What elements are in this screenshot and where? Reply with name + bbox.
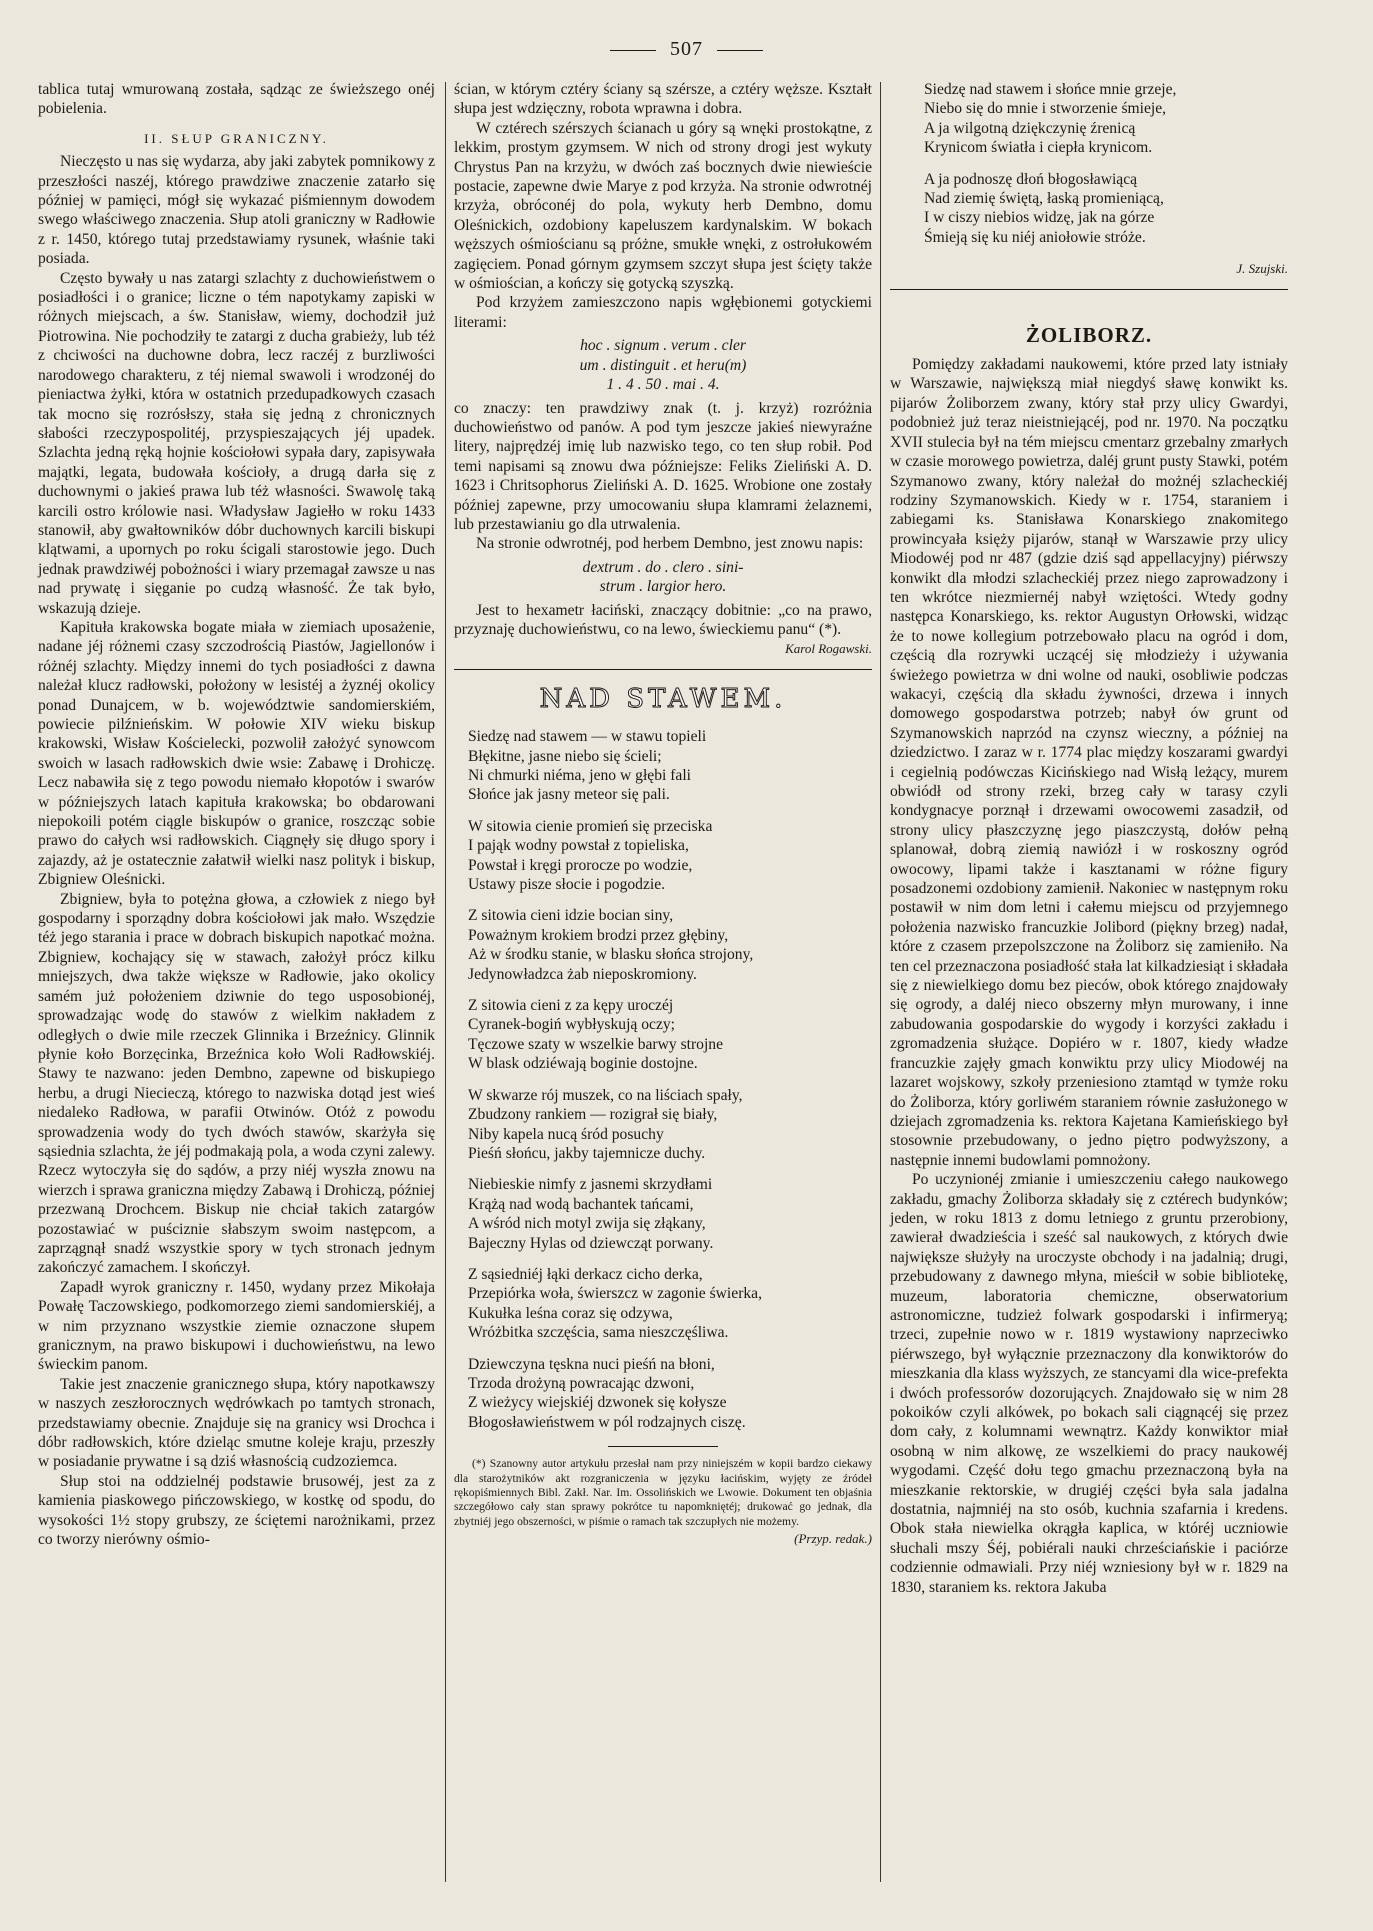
author-signature: Karol Rogawski. <box>785 641 872 657</box>
verse-line: W skwarze rój muszek, co na liściach spały, <box>468 1086 743 1104</box>
verse-line: Trzoda drożyną powracając dzwoni, <box>468 1374 695 1392</box>
column-divider-1 <box>445 82 446 1882</box>
paragraph: Pod krzyżem zamieszczono napis wgłębionemi gotyckiemi literami: <box>454 294 872 331</box>
inscription-2 <box>454 558 872 597</box>
paragraph: Na stronie odwrotnéj, pod herbem Dembno, jest znowu napis: <box>476 535 864 553</box>
stanza <box>454 1265 872 1343</box>
poem-title: NAD STAWEM. <box>539 683 787 714</box>
section-rule <box>454 669 872 670</box>
verse-line: Jedynowładzca żab nieposkromiony. <box>468 965 697 983</box>
poem-signature: J. Szujski. <box>1236 261 1288 277</box>
stanza <box>454 996 872 1074</box>
verse-line: Krynicom światła i ciepła krynicom. <box>924 139 1153 157</box>
verse-line: W blask odziéwają boginie dostojne. <box>468 1055 698 1073</box>
page-number <box>0 38 1373 61</box>
column-3 <box>890 80 1288 1597</box>
verse-line: Ustawy pisze słocie i pogodzie. <box>468 876 666 894</box>
verse-line: Z sitowia cieni z za kępy uroczéj <box>468 997 674 1015</box>
column-2 <box>454 80 872 1549</box>
paragraph: Zapadł wyrok graniczny r. 1450, wydany przez Mikołaja Powałę Taczowskiego, podkomorzego ziemi sandomierskiéj, a w nim przyznano wszystkie ziemie oznaczone słupem granicznym, na prawo biskupowi i duchowieństwu, na lewo świeckim panom. <box>38 1278 435 1374</box>
verse-line: Tęczowe szaty w wszelkie barwy strojne <box>468 1035 724 1053</box>
verse-line: I w ciszy niebios widzę, jak na górze <box>924 209 1155 227</box>
verse-line: A ja podnoszę dłoń błogosławiącą <box>924 170 1138 188</box>
stanza <box>454 1355 872 1433</box>
paragraph: W cztérech szérszych ścianach u góry są wnęki prostokątne, z lekkim, prostym gzymsem. W nich od strony drogi jest wykuty Chrystus Pan na krzyżu, w dwóch zaś bocznych dwie niewieście postacie, zapewne dwie Marye z pod krzyża. Na stronie odwrotnéj krzyża, obróconéj do pola, wykuty herb Dembno, domu Oleśnickich, ozdobiony kapeluszem kardynalskim. W bokach węższych ośmiościanu są próżne, smukłe wnęki, z ostrołukowém zagięciem. Ponad górnym gzymsem szczyt słupa jest ścięty także w ośmiościan, a kończy się gotycką szyszką. <box>454 119 872 293</box>
stanza <box>910 170 1288 248</box>
verse-line: A wśród nich motyl zwija się złąkany, <box>468 1215 706 1233</box>
verse-line: Krążą nad wodą bachantek tańcami, <box>468 1195 694 1213</box>
page-number-rule-right <box>717 50 763 51</box>
inscription-line: hoc . signum . verum . cler <box>580 337 746 355</box>
page-number-rule-left <box>610 50 656 51</box>
paragraph: ścian, w którym cztéry ściany są szérsze, a cztéry węższe. Kształt słupa jest wdzięczny, robota wprawna i dobra. <box>454 81 872 118</box>
inscription-1 <box>454 336 872 394</box>
inscription-line: dextrum . do . clero . sini- <box>582 558 744 576</box>
stanza <box>454 906 872 984</box>
verse-line: W sitowia cienie promień się przeciska <box>468 817 713 835</box>
paragraph: Zbigniew, była to potężna głowa, a człowiek z niego był gospodarny i sporządny dobra kościołowi jak mało. Wszędzie téż jego starania i prace w dobrach biskupich napotkać można. Zbigniew, kochający się w stawach, założył prócz kilku mniejszych, dwa także większe w Radłowie, jako okolicy samém już położeniem dziwnie do tego usposobionéj, sprowadzając wodę do stawów z wielkim nakładem z odległych o dwie mile rzeczek Glinnika i Brzeźnicy. Glinnik płynie koło Borzęcinka, Brzeźnica koło Woli Radłowskiéj. Stawy te nazwano: jeden Dembno, zapewne od biskupiego herbu, a drugi Niecieczą, którego to nazwiska dotąd jest wieś niedaleko Radłowa, w parafii Otwinów. Otóż z powodu sprowadzenia wody do tych dwóch stawów, skarżyła się sąsiednia szlachta, że jéj podmakają pola, a woda czyni zalewy. Rzecz wytoczyła się do sądów, a przy niéj wyszła znowu na wierzch i sprawa graniczna między Zabawą i Drohiczą, później przezwaną Drochcem. Biskup nie chciał takich zatargów pozostawiać w puściznie słabszym swoim następcom, a zaprzągnął snadź wszystkie spory w tych stronach jednym zakończyć zamachem. I skończył. <box>38 890 435 1277</box>
verse-line: Z sąsiedniéj łąki derkacz cicho derka, <box>468 1265 703 1283</box>
verse-line: Bajeczny Hylas od dziewcząt porwany. <box>468 1234 714 1252</box>
paragraph: Takie jest znaczenie granicznego słupa, który napotkawszy w naszych zeszłorocznych wędrówkach po tamtych stronach, przedstawiamy obecnie. Znajduje się na granicy wsi Drochca i dóbr radłowskich, które dzieląc smutne koleje kraju, przeszły w posiadanie prywatne i są dziś własnością cudzoziemca. <box>38 1375 435 1471</box>
verse-line: Śmieją się ku niéj aniołowie stróże. <box>924 228 1146 246</box>
stanza <box>454 1086 872 1164</box>
stanza <box>454 727 872 805</box>
verse-line: Kukułka leśna coraz się odzywa, <box>468 1304 673 1322</box>
verse-line: Błękitne, jasne niebo się ścieli; <box>468 747 662 765</box>
poem-stanzas <box>454 727 872 1432</box>
verse-line: Cyranek-bogiń wybłyskują oczy; <box>468 1016 676 1034</box>
stanza <box>454 817 872 895</box>
verse-line: Dziewczyna tęskna nuci pieśń na błoni, <box>468 1355 715 1373</box>
verse-line: Poważnym krokiem brodzi przez głębiny, <box>468 926 729 944</box>
verse-line: Z sitowia cieni idzie bocian siny, <box>468 907 674 925</box>
column-divider-2 <box>880 82 881 1882</box>
verse-line: Słońce jak jasny meteor się pali. <box>468 786 670 804</box>
verse-line: Niby kapela nucą śród posuchy <box>468 1125 664 1143</box>
verse-line: Wróżbitka szczęścia, sama nieszczęśliwa. <box>468 1324 729 1342</box>
section-rule <box>890 289 1288 290</box>
verse-line: Przepiórka woła, świerszcz w zagonie świerka, <box>468 1285 762 1303</box>
section-title-slup: II. SŁUP GRANICZNY. <box>144 130 329 146</box>
inscription-line: strum . largior hero. <box>599 578 727 596</box>
verse-line: Aż w środku stanie, w blasku słońca strojony, <box>468 946 754 964</box>
poem-continuation <box>890 80 1288 247</box>
verse-line: I pająk wodny powstał z topieliska, <box>468 837 689 855</box>
paragraph: Słup stoi na oddzielnéj podstawie brusowéj, jest za z kamienia piaskowego pińczowskiego, w kostkę od spodu, do wysokości 1½ stopy grubszy, ze ściętemi narożnikami, przez co tworzy nierówny ośmio- <box>38 1472 435 1549</box>
verse-line: Niebo się do mnie i stworzenie śmieje, <box>924 100 1167 118</box>
paragraph: co znaczy: ten prawdziwy znak (t. j. krzyż) rozróżnia duchowieństwo od panów. A pod tym jeszcze jakieś niewyraźne litery, najprędzéj imię lub nazwisko tego, co ten słup robił. Pod temi napisami są znowu dwa późniejsze: Feliks Zieliński A. D. 1623 i Chritsophorus Zieliński A. D. 1625. Wrobione one zostały później zapewne, przy umocowaniu słupa klamrami żelaznemi, lub przestawianiu go dla utrwalenia. <box>454 399 872 533</box>
verse-line: Siedzę nad stawem i słońce mnie grzeje, <box>924 81 1177 98</box>
stanza <box>910 80 1288 158</box>
paragraph: Jest to hexametr łaciński, znaczący dobitnie: „co na prawo, przyznaję duchowieństwu, co na lewo, świeckiemu panu“ (*). <box>454 601 872 638</box>
verse-line: Niebieskie nimfy z jasnemi skrzydłami <box>468 1176 713 1194</box>
column-1 <box>38 80 435 1549</box>
verse-line: Siedzę nad stawem — w stawu topieli <box>468 728 707 746</box>
stanza <box>454 1175 872 1253</box>
paragraph: Po uczynionéj zmianie i umieszczeniu całego naukowego zakładu, gmachy Żoliborza składały się z cztérech budynków; jeden, w roku 1813 z domu letniego z gruntu przerobiony, zawierał dwadzieścia i sześć sal naukowych, z których dwie największe służyły na uroczyste obchody i na jadalnią; drugi, przebudowany z dawnego młyna, mieścił w sobie bibliotekę, muzeum, laboratoria chemiczne, obserwatorium astronomiczne, tudzież folwark gospodarski i infirmeryą; trzeci, zupełnie nowo w r. 1819 wystawiony naprzeciwko piérwszego, był wyłącznie przeznaczony dla konwiktorów do mieszkania dla klass wyższych, ze stancyami dla wice-prefekta i dwóch professorów dozorujących. Znajdowało się w nim 28 pokoików czyli alkówek, po bokach sali ciągnącéj się przez dom cały, z kolumnami wewnątrz. Każdy konwiktor miał osobną w nim alkowę, ze wszelkiemi do pracy naukowéj wygodami. Część dołu tego gmachu przeznaczoną była na mieszkanie rektorskie, w drugiéj części była sala jadalna dostatnia, najmniéj na sto osób, kuchnia szafarnia i kredens. Obok stała niewielka okrągła kaplica, w któréj uczniowie słuchali mszy Śéj, pobiérali nauki chrześciańskie i paciórze codziennie odmawiali. Przy niéj wzniesiony był w r. 1829 na 1830, staraniem ks. rektora Jakuba <box>890 1171 1288 1596</box>
verse-line: Ni chmurki niéma, jeno w głębi fali <box>468 767 692 784</box>
inscription-line: 1 . 4 . 50 . mai . 4. <box>606 376 720 394</box>
verse-line: Zbudzony rankiem — rozigrał się biały, <box>468 1106 718 1124</box>
paragraph: Kapituła krakowska bogate miała w ziemiach uposażenie, nadane jéj różnemi czasy szczodrością Piastów, Jagiellonów i różnéj szlachty. Między innemi do tych posiadłości z dawna należał klucz radłowski, położony w lesistéj a żyznéj okolicy ponad Dunajcem, w b. województwie sandomierskiém, powiecie pilźnieńskim. W połowie XIV wieku biskup krakowski, Wisław Kościelecki, pozwolił założyć synowcom swoich w lasach radłowskich dwie wsie: Zabawę i Drohiczę. Lecz nabawiła się z tego powodu niemało kłopotów i swarów w późniejszych latach kapituła krakowska; bo obdarowani niepokoili potém ciągle biskupów o granice, roszcząc sobie prawo do całych wsi radłowskich. Ciągnęły się długo spory i zajazdy, aż je ostatecznie załatwił wielki nasz polityk i biskup, Zbigniew Oleśnicki. <box>38 618 435 889</box>
verse-line: Błogosławieństwem w pól rodzajnych ciszę. <box>468 1413 746 1431</box>
article-title: ŻOLIBORZ. <box>1025 322 1153 347</box>
verse-line: Pieśń słońcu, jakby tajemnicze duchy. <box>468 1144 706 1162</box>
inscription-line: um . distinguit . et heru(m) <box>579 356 747 374</box>
page-number-text: 507 <box>670 38 703 60</box>
paragraph: Nieczęsto u nas się wydarza, aby jaki zabytek pomnikowy z przeszłości naszéj, którego prawdziwe znaczenie zatarło się później w pamięci, mógł się wykazać piśmiennym dowodem swego właściwego znaczenia. Słup atoli graniczny w Radłowie z r. 1450, którego tutaj przedstawiamy rysunek, właśnie taki posiada. <box>38 153 435 268</box>
footnote-rule <box>608 1446 718 1447</box>
paragraph: Pomiędzy zakładami naukowemi, które przed laty istniały w Warszawie, największą miał niegdyś sławę konwikt ks. pijarów Żoliborzem zwany, który stał przy ulicy Gwardyi, podobnież już teraz nieistniejącéj, pod nr. 1970. Na początku XVII stulecia był na tém miejscu cmentarz grzebalny zmarłych w czasie morowego powietrza, daléj grunt pusty Stawki, potém Szymanowo zwany, który należał do możnéj szlacheckiéj rodziny Szymanowskich. Kiedy w r. 1754, staraniem i zabiegami ks. Stanisława Konarskiego znakomitego prowincyała księży pijarów, stanął w Warszawie przy ulicy Miodowéj pod nr 487 (gdzie dziś sąd appellacyjny) piérwszy konwikt dla młodzi szlacheckiéj przez niego zaprowadzony i ten wkrótce niezmiernéj nabył wziętości. Wtedy godny następca Konarskiego, ks. rektor Augustyn Orłowski, widząc że to nowe kollegium potrzebowało placu na ogród i dom, częścią dla rozrywki uczącéj się młodzieży i używania świeżego powietrza w dni wolne od nauki, osobliwie podczas wakacyi, częścią dla składu żywności, drzewa i innych domowego gospodarstwa potrzeb; nabył ów grunt od Szymanowskich naprzód na czynsz wieczny, a później na dziedzictwo. I zaraz w r. 1774 plac między koszarami gwardyi i cegielnią podówczas Kicińskiego nad Wisłą leżący, murem obwiódł od strony rzeki, brzeg cały w tarasy czyli kondygnacye porznął i drzewami owocowemi zasadził, od strony ulicy płaszczyznę jego piaszczystą, dołów pełną splanował, dobrą ziemią nawiózł i w roskoszny ogród owocowy, lipami także i kasztanami w różne figury posadzonemi ozdobiony zamienił. Nakoniec w następnym roku postawił w nim dom letni i całemu miejscu od przyjemnego położenia nazwisko francuzkie Jolibord (piękny brzeg) nadał, które z czasem przepolszczone na Żoliborz się zamieniło. Na ten cel przeznaczona posiadłość stała lat kilkadziesiąt i składała się z niewielkiego domu bez pieców, obok którego znajdowały się ogrody, a daléj nieco obszerny młyn murowany, i inne zabudowania gospodarskie do wygody i korzyści zakładu i zgromadzenia służące. Dopiéro w r. 1807, kiedy władze francuzkie zajęły gmach konwiktu przy ulicy Miodowéj na lazaret wojskowy, szkoły przeniesiono ztamtąd w tymże roku do Żoliborza, który gorliwém staraniem równie zasłużonego w dziejach zgromadzenia ks. rektora Kajetana Kamieńskiego był stosownie przebudowany, o jedno piętro podwyższony, a następnie innemi budowlami pomnożony. <box>890 356 1288 1169</box>
verse-line: Z wieżycy wiejskiéj dzwonek się kołysze <box>468 1394 727 1412</box>
paragraph: Często bywały u nas zatargi szlachty z duchowieństwem o posiadłości i o granice; liczne o tém napotykamy zapiski w różnych miejscach, a św. Stanisław, wiemy, dochodził już Piotrowina. Nie pochodziły te zatargi z ducha grabieży, lub téż z chciwości na duchowne dobra, lecz raczéj z burzliwości narodowego charakteru, z téj niemal swawoli i wrodzonéj do pieniactwa żyłki, która w ostatnich przedupadkowych czasach tak mocno się rozrósłszy, stała się jedną z chronicznych słabości rzeczypospolitéj, przyspieszających jéj upadek. Szlachta jedną ręką hojnie kościołowi sypała dary, zapisywała majątki, legata, budowała kościoły, a drugą darła się z duchownymi o jakieś prawa lub téż własności. Swawolę taką karcili ostro królowie nasi. Władysław Jagiełło w roku 1433 stanowił, aby gwałtowników dóbr duchownych karcili biskupi klątwami, a upornych po roku ścigali starostowie jego. Duch jednak prawdziwéj pobożności i wiary przemagał zawsze u nas nad prywatę i sięganie po cudzą własność. Że tak było, wskazują dzieje. <box>38 269 435 617</box>
footnote: (*) Szanowny autor artykułu przesłał nam przy niniejszém w kopii bardzo ciekawy dla starożytników akt rozgraniczenia w języku łacińskim, wyjęty ze źródeł rękopiśmiennych Bibl. Zakł. Nar. Im. Ossolińskich we Lwowie. Dokument ten objaśnia szczegółowo cały stan sprawy pokrótce tu napomkniętéj; drukować go jednak, dla zbytniéj jego obszerności, w piśmie o ramach tak szczupłych nie możemy. <box>454 1457 872 1528</box>
paragraph-intro: tablica tutaj wmurowaną została, sądząc ze świeższego onéj pobielenia. <box>38 81 435 118</box>
footnote-signature: (Przyp. redak.) <box>794 1531 872 1547</box>
verse-line: Nad ziemię świętą, łaską promieniącą, <box>924 190 1164 208</box>
verse-line: Powstał i kręgi prorocze po wodzie, <box>468 856 693 874</box>
verse-line: A ja wilgotną dziękczynię źrenicą <box>924 119 1136 137</box>
